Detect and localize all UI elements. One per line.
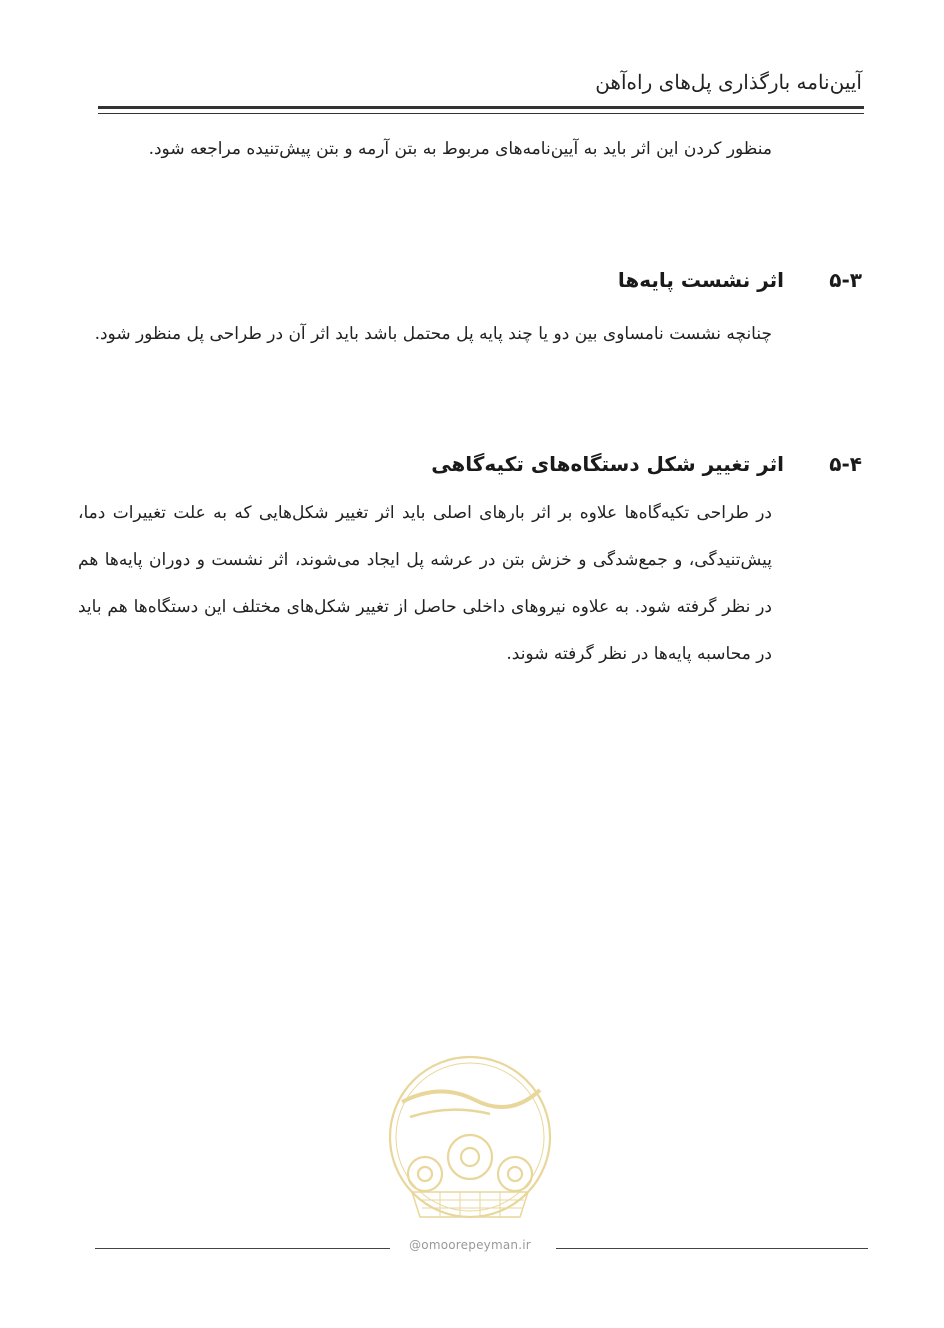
running-header-title: آیین‌نامه بارگذاری پل‌های راه‌آهن	[595, 70, 862, 94]
footer-rule-right	[556, 1248, 868, 1249]
gear-icon	[408, 1157, 442, 1191]
intro-paragraph: منظور کردن این اثر باید به آیین‌نامه‌های مربوط به بتن آرمه و بتن پیش‌تنیده مراجعه شود.	[148, 139, 772, 159]
footer-rule-left	[95, 1248, 390, 1249]
section-number: ۵-۴	[829, 452, 862, 476]
gear-icon	[498, 1157, 532, 1191]
footer-website: @omoorepeyman.ir	[409, 1238, 531, 1252]
section-paragraph-5-4: در طراحی تکیه‌گاه‌ها علاوه بر اثر بارهای اصلی باید اثر تغییر شکل‌هایی که به علت تغییرات دما، پیش‌تنیدگی، و جمع‌شدگی و خزش بتن در عرشه پل ایجاد می‌شوند، اثر نشست و دوران پایه‌ها هم در نظر گرفته شود. به علاوه نیروهای داخلی حاصل از تغییر شکل‌های مختلف این دستگاه‌ها هم باید در محاسبه پایه‌ها در نظر گرفته شوند.	[78, 503, 772, 664]
section-heading-5-4	[431, 452, 862, 476]
gear-icon	[448, 1135, 492, 1179]
header-rule-thin	[98, 113, 864, 114]
section-number: ۵-۳	[829, 268, 862, 292]
section-title: اثر تغییر شکل دستگاه‌های تکیه‌گاهی	[431, 452, 784, 476]
section-title: اثر نشست پایه‌ها	[617, 268, 784, 292]
header-rule-thick	[98, 106, 864, 109]
section-heading-5-3	[618, 268, 862, 292]
watermark-logo	[380, 1042, 560, 1232]
section-paragraph-5-3: چنانچه نشست نامساوی بین دو یا چند پایه پل محتمل باشد باید اثر آن در طراحی پل منظور شود.	[94, 324, 772, 344]
